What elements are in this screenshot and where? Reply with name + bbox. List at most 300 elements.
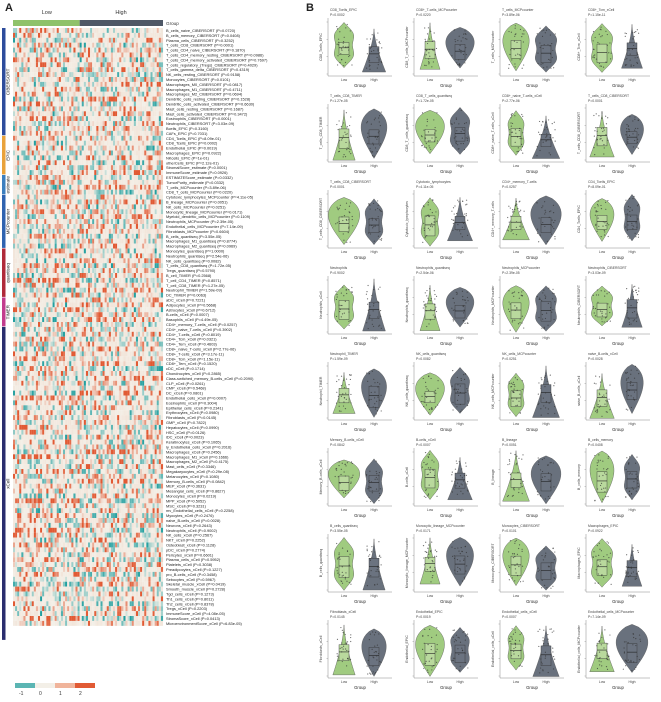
heat-cell	[71, 209, 73, 214]
heat-cell	[92, 62, 94, 67]
heat-cell	[55, 253, 57, 258]
heat-cell	[115, 288, 117, 293]
heat-cell	[55, 146, 57, 151]
heat-cell	[126, 209, 128, 214]
heat-cell	[48, 38, 50, 43]
heat-cell	[80, 92, 82, 97]
heat-cell	[32, 195, 34, 200]
heat-cell	[63, 62, 65, 67]
heat-cell	[42, 190, 44, 195]
heat-cell	[103, 48, 105, 53]
heat-cell	[136, 200, 138, 205]
heat-cell	[55, 322, 57, 327]
heat-cell	[105, 111, 107, 116]
heat-cell	[61, 170, 63, 175]
heat-cell	[53, 67, 55, 72]
heat-cell	[46, 351, 48, 356]
heat-cell	[140, 170, 142, 175]
heat-cell	[96, 165, 98, 170]
heat-cell	[71, 190, 73, 195]
heat-cell	[142, 312, 144, 317]
heat-cell	[26, 219, 28, 224]
heat-cell	[94, 136, 96, 141]
heat-cell	[155, 175, 157, 180]
heat-cell	[57, 209, 59, 214]
heat-cell	[48, 244, 50, 249]
heat-cell	[59, 141, 61, 146]
heat-cell	[21, 307, 23, 312]
heat-cell	[44, 337, 46, 342]
heat-cell	[98, 92, 100, 97]
heat-cell	[148, 180, 150, 185]
heat-cell	[140, 258, 142, 263]
heat-cell	[21, 298, 23, 303]
heat-cell	[130, 126, 132, 131]
heat-cell	[82, 57, 84, 62]
heat-cell	[134, 38, 136, 43]
heat-cell	[21, 200, 23, 205]
heat-cell	[96, 82, 98, 87]
heat-cell	[13, 33, 15, 38]
heat-cell	[148, 351, 150, 356]
heat-cell	[94, 293, 96, 298]
heat-cell	[59, 33, 61, 38]
heat-cell	[51, 111, 53, 116]
heat-cell	[51, 185, 53, 190]
heat-cell	[15, 97, 17, 102]
heat-cell	[121, 82, 123, 87]
heat-cell	[42, 312, 44, 317]
heat-cell	[140, 72, 142, 77]
heat-cell	[140, 180, 142, 185]
heat-cell	[38, 160, 40, 165]
heat-cell	[67, 87, 69, 92]
heat-cell	[161, 121, 163, 126]
heat-cell	[44, 302, 46, 307]
heat-cell	[153, 263, 155, 268]
heat-cell	[51, 200, 53, 205]
heat-cell	[123, 160, 125, 165]
heat-cell	[134, 57, 136, 62]
heat-cell	[59, 72, 61, 77]
heat-cell	[26, 204, 28, 209]
heat-cell	[57, 141, 59, 146]
heat-cell	[53, 87, 55, 92]
heat-cell	[67, 317, 69, 322]
heat-cell	[30, 298, 32, 303]
heat-cell	[115, 327, 117, 332]
heat-cell	[142, 43, 144, 48]
heat-cell	[80, 322, 82, 327]
heat-cell	[151, 116, 153, 121]
heat-cell	[63, 111, 65, 116]
heat-cell	[140, 249, 142, 254]
heat-cell	[36, 116, 38, 121]
heat-cell	[113, 67, 115, 72]
heat-cell	[113, 312, 115, 317]
heat-cell	[32, 62, 34, 67]
heat-cell	[128, 258, 130, 263]
heat-cell	[30, 224, 32, 229]
heat-cell	[146, 53, 148, 58]
heat-cell	[101, 175, 103, 180]
heat-cell	[126, 229, 128, 234]
heat-cell	[69, 249, 71, 254]
heat-cell	[96, 146, 98, 151]
heat-cell	[69, 38, 71, 43]
heat-cell	[17, 200, 19, 205]
heat-cell	[21, 322, 23, 327]
heat-cell	[138, 351, 140, 356]
heat-cell	[90, 77, 92, 82]
heat-cell	[28, 253, 30, 258]
heat-cell	[82, 258, 84, 263]
heat-cell	[144, 67, 146, 72]
heat-cell	[15, 229, 17, 234]
heat-cell	[55, 160, 57, 165]
heat-cell	[153, 67, 155, 72]
heat-cell	[17, 92, 19, 97]
heat-cell	[15, 224, 17, 229]
heat-cell	[19, 239, 21, 244]
heat-cell	[67, 33, 69, 38]
heat-cell	[92, 175, 94, 180]
heat-cell	[126, 317, 128, 322]
heat-cell	[46, 312, 48, 317]
heat-cell	[51, 53, 53, 58]
heat-cell	[130, 116, 132, 121]
heat-cell	[19, 283, 21, 288]
heat-cell	[151, 302, 153, 307]
heat-cell	[117, 111, 119, 116]
heat-cell	[57, 155, 59, 160]
heat-cell	[136, 97, 138, 102]
heat-cell	[115, 342, 117, 347]
heat-cell	[71, 337, 73, 342]
heat-cell	[44, 170, 46, 175]
heat-cell	[34, 229, 36, 234]
heat-cell	[59, 97, 61, 102]
heat-cell	[59, 200, 61, 205]
heat-cell	[55, 121, 57, 126]
heat-cell	[63, 244, 65, 249]
heat-cell	[123, 356, 125, 361]
heat-cell	[159, 146, 161, 151]
heat-cell	[151, 92, 153, 97]
heat-cell	[78, 38, 80, 43]
heat-cell	[15, 146, 17, 151]
heat-cell	[157, 111, 159, 116]
heat-cell	[15, 317, 17, 322]
heat-cell	[59, 268, 61, 273]
heat-cell	[80, 97, 82, 102]
heat-cell	[109, 165, 111, 170]
heat-cell	[128, 160, 130, 165]
heat-cell	[146, 38, 148, 43]
heat-cell	[63, 48, 65, 53]
heat-cell	[44, 253, 46, 258]
heat-cell	[109, 307, 111, 312]
heat-cell	[38, 244, 40, 249]
heat-cell	[32, 33, 34, 38]
heat-cell	[159, 53, 161, 58]
heat-cell	[71, 283, 73, 288]
heat-cell	[42, 361, 44, 366]
heat-cell	[130, 67, 132, 72]
heat-cell	[86, 273, 88, 278]
heat-cell	[59, 48, 61, 53]
heat-cell	[132, 278, 134, 283]
heat-cell	[80, 288, 82, 293]
heat-cell	[82, 62, 84, 67]
heat-cell	[80, 337, 82, 342]
heat-cell	[19, 126, 21, 131]
heat-cell	[113, 28, 115, 33]
heat-cell	[98, 146, 100, 151]
heat-cell	[82, 312, 84, 317]
heat-cell	[96, 116, 98, 121]
heat-cell	[153, 28, 155, 33]
heat-cell	[138, 200, 140, 205]
heat-cell	[146, 219, 148, 224]
heat-cell	[61, 332, 63, 337]
heat-cell	[144, 209, 146, 214]
heat-cell	[23, 141, 25, 146]
heat-cell	[119, 200, 121, 205]
heat-cell	[121, 155, 123, 160]
heat-cell	[119, 92, 121, 97]
heat-cell	[61, 263, 63, 268]
heat-cell	[26, 111, 28, 116]
heat-cell	[115, 67, 117, 72]
heat-cell	[28, 366, 30, 371]
heat-cell	[84, 160, 86, 165]
heat-cell	[88, 146, 90, 151]
heat-cell	[105, 234, 107, 239]
heat-cell	[153, 342, 155, 347]
heat-cell	[46, 273, 48, 278]
heat-cell	[117, 92, 119, 97]
heat-cell	[153, 302, 155, 307]
heat-cell	[159, 195, 161, 200]
heat-cell	[57, 77, 59, 82]
heat-cell	[153, 38, 155, 43]
heat-cell	[32, 342, 34, 347]
heat-cell	[121, 43, 123, 48]
heat-cell	[59, 131, 61, 136]
heat-cell	[144, 190, 146, 195]
heat-cell	[161, 209, 163, 214]
heat-cell	[82, 72, 84, 77]
heat-cell	[126, 283, 128, 288]
heat-cell	[59, 351, 61, 356]
heat-cell	[151, 141, 153, 146]
heat-cell	[69, 268, 71, 273]
heat-cell	[119, 57, 121, 62]
heat-cell	[134, 155, 136, 160]
heat-cell	[71, 102, 73, 107]
heat-cell	[19, 356, 21, 361]
heat-cell	[71, 347, 73, 352]
heat-cell	[88, 106, 90, 111]
heat-cell	[134, 351, 136, 356]
heat-cell	[148, 185, 150, 190]
heat-cell	[94, 342, 96, 347]
heat-cell	[82, 53, 84, 58]
heat-cell	[140, 283, 142, 288]
heat-cell	[148, 322, 150, 327]
heat-cell	[71, 317, 73, 322]
heat-cell	[98, 175, 100, 180]
heat-cell	[42, 249, 44, 254]
heat-cell	[36, 268, 38, 273]
heat-cell	[26, 155, 28, 160]
heat-cell	[98, 106, 100, 111]
heat-cell	[155, 102, 157, 107]
heat-cell	[13, 146, 15, 151]
heat-cell	[73, 131, 75, 136]
heat-cell	[153, 72, 155, 77]
heat-cell	[96, 298, 98, 303]
heat-cell	[71, 151, 73, 156]
heat-cell	[92, 283, 94, 288]
heat-cell	[76, 302, 78, 307]
heat-cell	[32, 190, 34, 195]
heat-cell	[94, 307, 96, 312]
heat-cell	[17, 97, 19, 102]
heat-cell	[130, 180, 132, 185]
heat-cell	[153, 327, 155, 332]
heat-cell	[61, 268, 63, 273]
heat-cell	[115, 263, 117, 268]
heat-cell	[76, 111, 78, 116]
heat-cell	[113, 347, 115, 352]
heat-cell	[42, 327, 44, 332]
heat-cell	[123, 234, 125, 239]
heat-cell	[119, 356, 121, 361]
heat-cell	[51, 116, 53, 121]
heat-cell	[96, 302, 98, 307]
heat-cell	[63, 342, 65, 347]
heat-cell	[80, 347, 82, 352]
heat-cell	[111, 209, 113, 214]
heat-cell	[92, 121, 94, 126]
heat-cell	[19, 332, 21, 337]
heat-cell	[78, 77, 80, 82]
heat-cell	[126, 92, 128, 97]
heat-cell	[21, 253, 23, 258]
heat-cell	[148, 97, 150, 102]
heat-cell	[161, 283, 163, 288]
heat-cell	[53, 298, 55, 303]
heat-cell	[19, 72, 21, 77]
heat-cell	[115, 165, 117, 170]
heat-cell	[38, 106, 40, 111]
heat-cell	[57, 342, 59, 347]
heat-cell	[57, 253, 59, 258]
heat-cell	[136, 288, 138, 293]
heat-cell	[109, 322, 111, 327]
heat-cell	[159, 33, 161, 38]
heat-cell	[101, 190, 103, 195]
heat-cell	[101, 322, 103, 327]
heat-cell	[40, 62, 42, 67]
heat-cell	[23, 136, 25, 141]
heat-cell	[36, 200, 38, 205]
heat-cell	[138, 293, 140, 298]
heat-cell	[121, 38, 123, 43]
heat-cell	[159, 273, 161, 278]
heat-cell	[140, 229, 142, 234]
heat-cell	[117, 190, 119, 195]
heat-cell	[153, 160, 155, 165]
heat-cell	[69, 62, 71, 67]
heat-cell	[123, 351, 125, 356]
heat-cell	[103, 209, 105, 214]
heat-cell	[105, 239, 107, 244]
heat-cell	[140, 190, 142, 195]
heat-cell	[57, 97, 59, 102]
heat-cell	[57, 273, 59, 278]
heat-cell	[115, 244, 117, 249]
heat-cell	[30, 229, 32, 234]
heat-cell	[128, 53, 130, 58]
heat-cell	[34, 288, 36, 293]
heat-cell	[157, 57, 159, 62]
heat-cell	[123, 253, 125, 258]
heat-cell	[48, 151, 50, 156]
heat-cell	[92, 239, 94, 244]
heat-cell	[103, 72, 105, 77]
heat-cell	[76, 283, 78, 288]
heat-cell	[136, 214, 138, 219]
heat-cell	[98, 337, 100, 342]
heat-cell	[23, 288, 25, 293]
heat-cell	[76, 244, 78, 249]
heat-cell	[19, 67, 21, 72]
heat-cell	[128, 298, 130, 303]
heat-cell	[132, 307, 134, 312]
heat-cell	[107, 48, 109, 53]
heat-cell	[105, 160, 107, 165]
heat-cell	[103, 190, 105, 195]
heat-cell	[109, 332, 111, 337]
heat-cell	[44, 121, 46, 126]
heat-cell	[59, 43, 61, 48]
heat-cell	[111, 332, 113, 337]
heat-cell	[90, 190, 92, 195]
heat-cell	[80, 102, 82, 107]
heat-cell	[51, 87, 53, 92]
heat-cell	[126, 62, 128, 67]
heat-cell	[123, 342, 125, 347]
heat-cell	[144, 38, 146, 43]
heat-cell	[130, 155, 132, 160]
heat-cell	[55, 327, 57, 332]
heat-cell	[105, 116, 107, 121]
heat-cell	[90, 273, 92, 278]
heat-cell	[44, 106, 46, 111]
heat-cell	[132, 180, 134, 185]
heat-cell	[23, 111, 25, 116]
heat-cell	[13, 239, 15, 244]
heat-cell	[61, 43, 63, 48]
heat-cell	[63, 209, 65, 214]
heat-cell	[105, 322, 107, 327]
heat-cell	[19, 268, 21, 273]
heat-cell	[94, 229, 96, 234]
heat-cell	[55, 185, 57, 190]
